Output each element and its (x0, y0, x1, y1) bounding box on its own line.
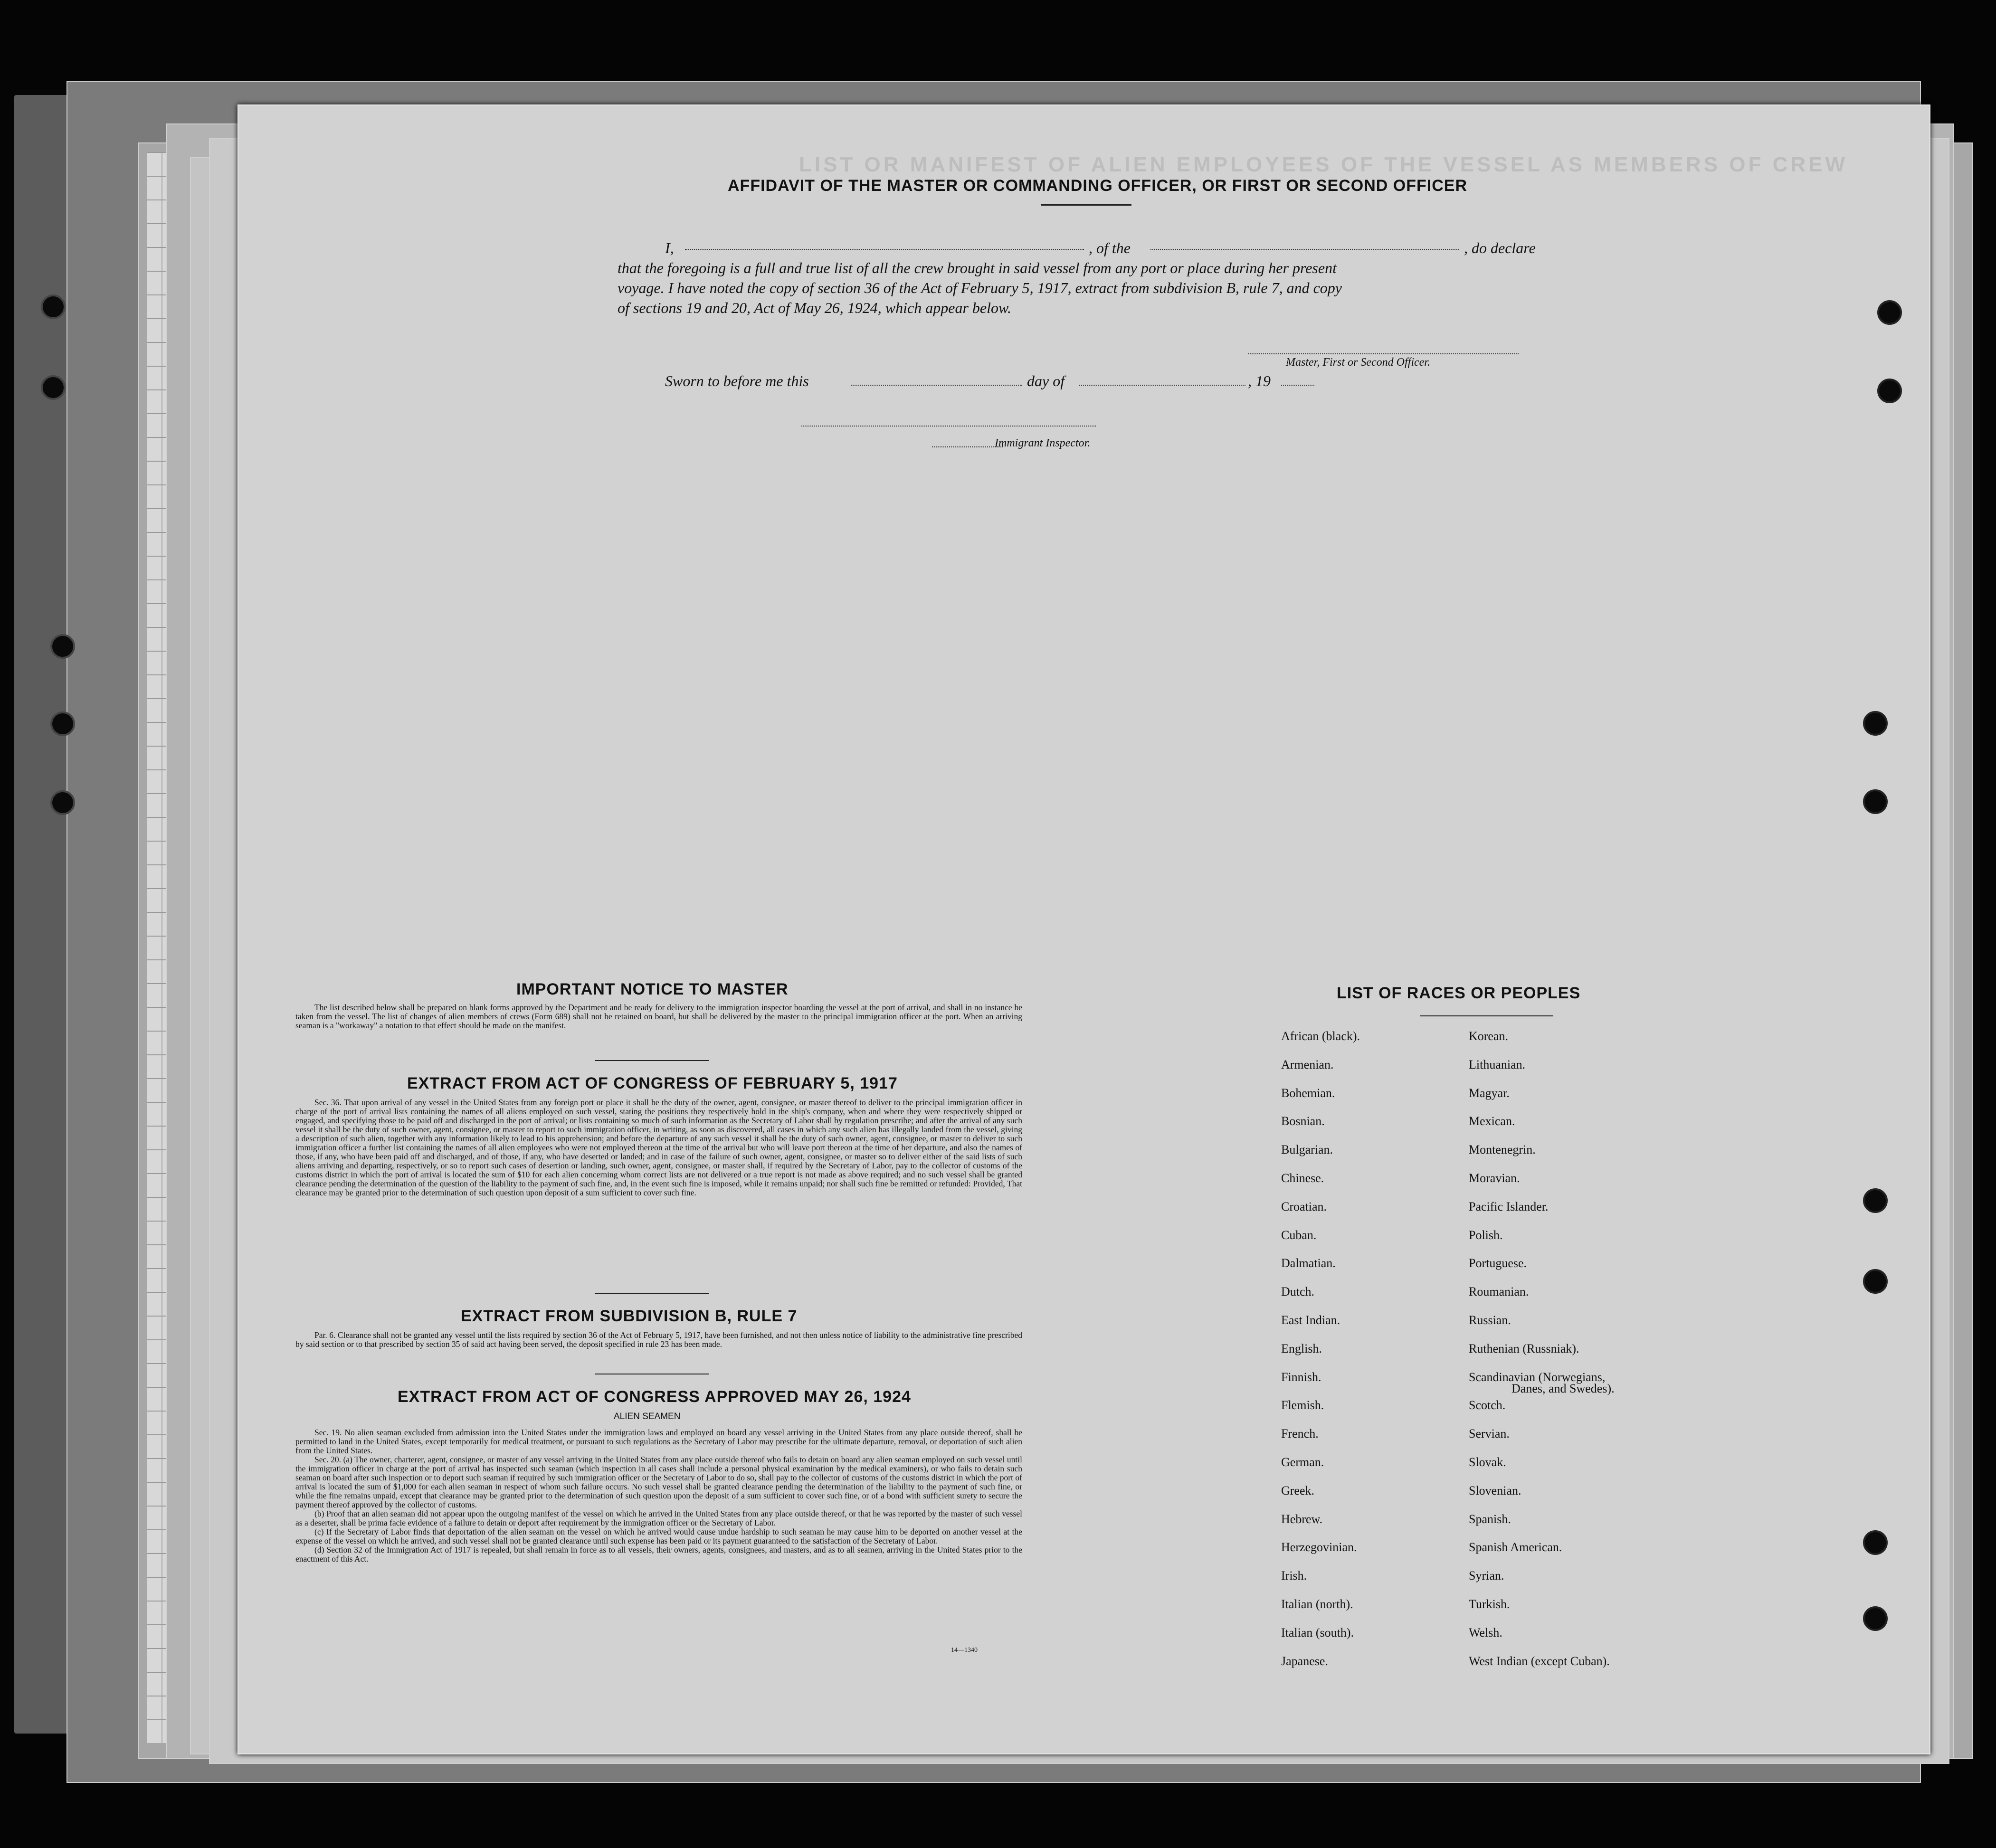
punch-hole (1863, 711, 1888, 736)
race-item: Portuguese. (1469, 1256, 1527, 1270)
declarant-name-field[interactable] (685, 249, 1084, 250)
divider (595, 1060, 709, 1061)
declarant-prefix: I, (665, 239, 674, 256)
race-item: Chinese. (1281, 1171, 1324, 1185)
race-item: Spanish. (1469, 1512, 1511, 1526)
race-item-continuation: Danes, and Swedes). (1511, 1381, 1615, 1395)
race-item: Bulgarian. (1281, 1143, 1333, 1157)
par-6-paragraph: Par. 6. Clearance shall not be granted any vessel until the lists required by section 36 of the Act of February 5, 1917, have been furnished, and not then unless notice of liability to the administrative fine prescribed by said section or to that prescribed by section 35 of said act having been served, the deposit specified in rule 23 has been made. (295, 1330, 1022, 1349)
race-item: Japanese. (1281, 1654, 1328, 1668)
punch-hole (50, 790, 75, 815)
sworn-year-field[interactable] (1281, 385, 1314, 386)
sec-20d-paragraph: (d) Section 32 of the Immigration Act of 1917 is repealed, but shall remain in force as to all vessels, their owners, agents, consignees, and masters, and as to all seamen, arriving in the United States prior to the enactment of this Act. (295, 1545, 1022, 1564)
race-item: Korean. (1469, 1029, 1509, 1043)
bleed-through: LIST OR MANIFEST OF ALIEN EMPLOYEES OF THE VESSEL AS MEMBERS OF CREW (799, 153, 1848, 176)
affidavit-title: AFFIDAVIT OF THE MASTER OR COMMANDING OFFICER, OR FIRST OR SECOND OFFICER (728, 177, 1467, 195)
notice-title: IMPORTANT NOTICE TO MASTER (516, 980, 789, 998)
race-item: Greek. (1281, 1483, 1315, 1497)
race-item: French. (1281, 1427, 1319, 1441)
sworn-month-field[interactable] (1079, 385, 1245, 386)
race-item: Cuban. (1281, 1228, 1317, 1242)
rule-7-text (295, 1331, 1022, 1349)
race-item: Dutch. (1281, 1285, 1315, 1299)
race-item: Russian. (1469, 1313, 1511, 1327)
punch-hole (41, 375, 66, 400)
day-of-label: day of (1027, 372, 1065, 389)
punch-hole (1863, 789, 1888, 814)
race-item: Pacific Islander. (1469, 1199, 1549, 1213)
race-item: East Indian. (1281, 1313, 1340, 1327)
sec-36-paragraph: Sec. 36. That upon arrival of any vessel in the United States from any foreign port or place it shall be the duty of the owner, agent, consignee, or master thereof to deliver to the principal immigration officer in charge of the port of arrival lists containing the names of all aliens employed on such vessel, stating the positions they respectively hold in the ship's company, when and where they were respectively shipped or engaged, and specifying those to be paid off and discharged in the port of arrival; or lists containing so much of such information as the Secretary of Labor shall by regulation prescribe; and after the arrival of any such vessel it shall be the duty of such owner, agent, consignee, or master to report to such immigration officer, in writing, as soon as discovered, all cases in which any such alien has illegally landed from the vessel, giving a description of such alien, together with any information likely to lead to his apprehension; and before the departure of any such vessel it shall be the duty of such owner, agent, consignee, or master to deliver to such immigration officer a further list containing the names of all alien employees who were not employed thereon at the time of the arrival but who will leave port thereon at the time of her departure, and also the names of those, if any, who have been paid off and discharged, and of those, if any, who have deserted or landed; and in case of the failure of such owner, agent, consignee, or master so to deliver either of the said lists of such aliens arriving and departing, respectively, or so to report such cases of desertion or landing, such owner, agent, consignee, or master shall, if required by the Secretary of Labor, pay to the collector of customs of the customs district in which the port of arrival is located the sum of $10 for each alien concerning whom correct lists are not delivered or a true report is not made as above required; and no such vessel shall be granted clearance pending the determination of the question of the liability to the payment of such fine, and, in the event such fine is imposed, while it remains unpaid; nor shall such fine be remitted or refunded: Provided, That clearance may be granted prior to the determination of such question upon deposit of a sum sufficient to cover such fine. (295, 1098, 1022, 1197)
race-item: Flemish. (1281, 1398, 1324, 1412)
inspector-label: Immigrant Inspector. (995, 437, 1091, 449)
divider (1420, 1015, 1553, 1016)
rule-7-title: EXTRACT FROM SUBDIVISION B, RULE 7 (461, 1307, 798, 1325)
extract-1924-text (295, 1428, 1022, 1564)
race-item: Montenegrin. (1469, 1143, 1536, 1157)
race-item: Spanish American. (1469, 1540, 1562, 1554)
alien-seamen-heading: ALIEN SEAMEN (614, 1412, 681, 1422)
race-item: Magyar. (1469, 1086, 1510, 1100)
race-item: Slovenian. (1469, 1483, 1521, 1497)
race-item: Finnish. (1281, 1370, 1321, 1384)
punch-hole (50, 634, 75, 659)
race-item: Servian. (1469, 1427, 1510, 1441)
race-item: Italian (south). (1281, 1625, 1354, 1640)
race-item: Moravian. (1469, 1171, 1520, 1185)
sworn-day-field[interactable] (851, 385, 1022, 386)
race-item: Polish. (1469, 1228, 1503, 1242)
sworn-label: Sworn to before me this (665, 372, 809, 389)
race-item: Scotch. (1469, 1398, 1506, 1412)
race-item: Ruthenian (Russniak). (1469, 1341, 1579, 1355)
affidavit-form (238, 104, 1930, 1754)
form-number: 14—1340 (951, 1647, 978, 1654)
extract-1917-title: EXTRACT FROM ACT OF CONGRESS OF FEBRUARY 5, 1917 (407, 1074, 898, 1092)
sec-20c-paragraph: (c) If the Secretary of Labor finds that deportation of the alien seaman on the vessel on which he arrived would cause undue hardship to such seaman he may cause him to be deported on another vessel at the expense of the vessel on which he arrived, and such vessel shall not be granted clearance until such expense has been paid or its payment guaranteed to the satisfaction of the Secretary of Labor. (295, 1527, 1022, 1545)
sec-19-paragraph: Sec. 19. No alien seaman excluded from admission into the United States under the immigration laws and employed on board any vessel arriving in the United States from any place outside thereof, shall be permitted to land in the United States, except temporarily for medical treatment, or pursuant to such regulations as the Secretary of Labor may prescribe for the ultimate departure, removal, or deportation of such alien from the United States. (295, 1428, 1022, 1455)
race-item: Syrian. (1469, 1569, 1504, 1583)
race-item: Turkish. (1469, 1597, 1510, 1611)
sec-20a-paragraph: Sec. 20. (a) The owner, charterer, agent, consignee, or master of any vessel arriving in the United States from any place outside thereof who fails to detain on board any alien seaman employed on such vessel until the immigration officer in charge at the port of arrival has inspected such seaman (which inspection in all cases shall include a personal physical examination by the medical examiners), or who fails to detain such seaman on board after such inspection or to deport such seaman if required by such immigration officer or the Secretary of Labor to do so, shall pay to the collector of customs of the customs district in which the port of arrival is located the sum of $1,000 for each alien seaman in respect of whom such failure occurs. No such vessel shall be granted clearance pending the determination of the liability to the payment of such fine, or while the fine remains unpaid, except that clearance may be granted prior to the determination of such question upon the deposit of a sum sufficient to cover such fine, or of a bond with sufficient surety to secure the payment thereof approved by the collector of customs. (295, 1455, 1022, 1509)
punch-hole (1863, 1269, 1888, 1294)
punch-hole (50, 711, 75, 736)
notice-text (295, 1003, 1022, 1030)
race-item: Armenian. (1281, 1057, 1334, 1071)
punch-hole (1863, 1530, 1888, 1555)
affidavit-line: that the foregoing is a full and true list of all the crew brought in said vessel from any port or place during her present (618, 259, 1337, 276)
race-item: Lithuanian. (1469, 1057, 1526, 1071)
race-item: Roumanian. (1469, 1285, 1529, 1299)
affidavit-line: of sections 19 and 20, Act of May 26, 1924, which appear below. (618, 299, 1011, 316)
race-item: Croatian. (1281, 1199, 1327, 1213)
inspector-dots (932, 446, 1003, 447)
race-item: Hebrew. (1281, 1512, 1323, 1526)
vessel-name-field[interactable] (1150, 249, 1459, 250)
race-item: Bosnian. (1281, 1114, 1325, 1128)
punch-hole (1877, 379, 1902, 403)
affidavit-line: voyage. I have noted the copy of section 36 of the Act of February 5, 1917, extract from subdivision B, rule 7, and copy (618, 279, 1342, 296)
race-item: Scandinavian (Norwegians, (1469, 1370, 1606, 1384)
punch-hole (1877, 300, 1902, 325)
race-item: Italian (north). (1281, 1597, 1353, 1611)
of-the-label: , of the (1089, 239, 1131, 256)
declare-label: , do declare (1464, 239, 1536, 256)
extract-1917-text (295, 1098, 1022, 1197)
race-item: Herzegovinian. (1281, 1540, 1357, 1554)
notice-paragraph: The list described below shall be prepared on blank forms approved by the Department and be ready for delivery to the immigration inspector boarding the vessel at the port of arrival, and shall in no instance be taken from the vessel. The list of changes of alien members of crews (Form 689) shall not be retained on board, but shall be delivered by the master to the principal immigration officer at the port. When an arriving seaman is a "workaway" a notation to that effect should be made on the manifest. (295, 1003, 1022, 1030)
master-signature-label: Master, First or Second Officer. (1286, 356, 1430, 369)
race-item: Irish. (1281, 1569, 1307, 1583)
extract-1924-title: EXTRACT FROM ACT OF CONGRESS APPROVED MAY 26, 1924 (398, 1388, 911, 1406)
race-item: African (black). (1281, 1029, 1360, 1043)
race-item: Dalmatian. (1281, 1256, 1336, 1270)
race-item: Mexican. (1469, 1114, 1515, 1128)
punch-hole (1863, 1606, 1888, 1631)
punch-hole (1863, 1188, 1888, 1213)
races-title: LIST OF RACES OR PEOPLES (1337, 984, 1581, 1002)
race-item: Slovak. (1469, 1455, 1506, 1469)
divider (1041, 204, 1131, 206)
race-item: Welsh. (1469, 1625, 1502, 1640)
master-signature-field[interactable] (1248, 353, 1519, 354)
sec-20b-paragraph: (b) Proof that an alien seaman did not appear upon the outgoing manifest of the vessel on which he arrived in the United States from any place outside thereof, or that he was reported by the master of such vessel as a deserter, shall be prima facie evidence of a failure to detain or deport after requirement by the immigration officer or the Secretary of Labor. (295, 1509, 1022, 1527)
race-item: Bohemian. (1281, 1086, 1335, 1100)
punch-hole (41, 294, 66, 319)
year-label: , 19 (1248, 372, 1271, 389)
divider (595, 1293, 709, 1294)
race-item: German. (1281, 1455, 1324, 1469)
race-item: English. (1281, 1341, 1322, 1355)
race-item: West Indian (except Cuban). (1469, 1654, 1610, 1668)
